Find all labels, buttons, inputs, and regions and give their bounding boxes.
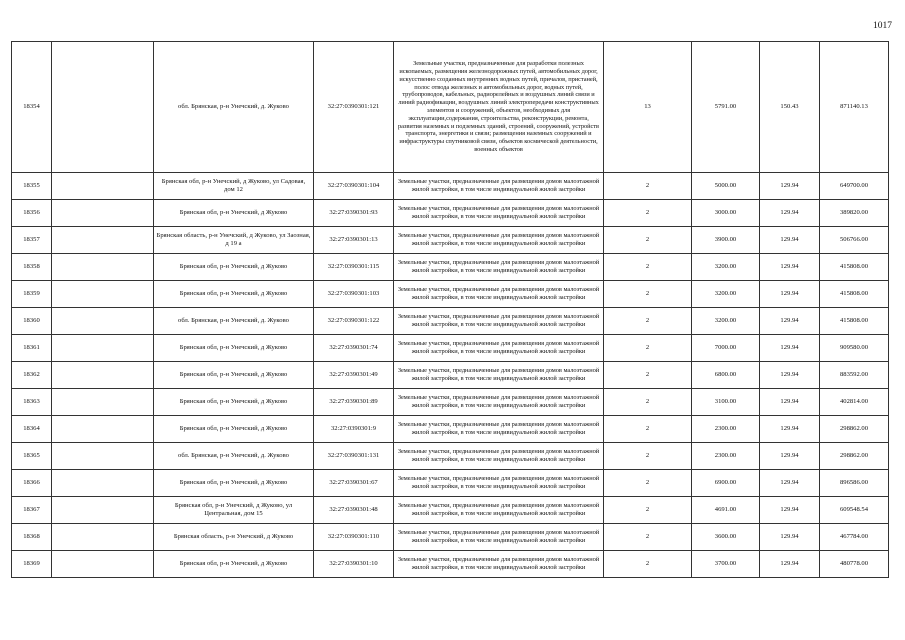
- specific-value-cell: 129.94: [760, 335, 820, 362]
- blank-cell: [52, 443, 154, 470]
- row-number: 18356: [12, 200, 52, 227]
- specific-value-cell: 129.94: [760, 362, 820, 389]
- cadastral-value-cell: 871140.13: [820, 42, 889, 173]
- group-number-cell: 2: [604, 335, 692, 362]
- blank-cell: [52, 524, 154, 551]
- area-cell: 3100.00: [692, 389, 760, 416]
- row-number: 18359: [12, 281, 52, 308]
- table-row: [12, 200, 889, 227]
- page-number: 1017: [873, 21, 892, 31]
- cadastral-number-cell: 32:27:0390301:49: [314, 362, 394, 389]
- land-registry-table: [11, 41, 889, 578]
- area-cell: 3000.00: [692, 200, 760, 227]
- cadastral-value-cell: 909580.00: [820, 335, 889, 362]
- group-number-cell: 2: [604, 227, 692, 254]
- address-cell: Брянская обл, р-н Унечский, д Жуково: [154, 200, 314, 227]
- address-cell: обл. Брянская, р-н Унечский, д. Жуково: [154, 308, 314, 335]
- specific-value-cell: 129.94: [760, 497, 820, 524]
- cadastral-number-cell: 32:27:0390301:115: [314, 254, 394, 281]
- row-number: 18369: [12, 551, 52, 578]
- cadastral-value-cell: 467784.00: [820, 524, 889, 551]
- blank-cell: [52, 254, 154, 281]
- blank-cell: [52, 173, 154, 200]
- row-number: 18366: [12, 470, 52, 497]
- cadastral-number-cell: 32:27:0390301:93: [314, 200, 394, 227]
- table-row: [12, 524, 889, 551]
- cadastral-number-cell: 32:27:0390301:89: [314, 389, 394, 416]
- row-number: 18358: [12, 254, 52, 281]
- group-number-cell: 13: [604, 42, 692, 173]
- row-number: 18367: [12, 497, 52, 524]
- land-use-description-cell: Земельные участки, предназначенные для размещения домов малоэтажной жилой застройки, в том числе индивидуальной жилой застройки: [394, 389, 604, 416]
- specific-value-cell: 129.94: [760, 443, 820, 470]
- cadastral-number-cell: 32:27:0390301:9: [314, 416, 394, 443]
- row-number: 18368: [12, 524, 52, 551]
- specific-value-cell: 129.94: [760, 389, 820, 416]
- row-number: 18362: [12, 362, 52, 389]
- specific-value-cell: 129.94: [760, 416, 820, 443]
- cadastral-number-cell: 32:27:0390301:10: [314, 551, 394, 578]
- cadastral-value-cell: 896586.00: [820, 470, 889, 497]
- group-number-cell: 2: [604, 389, 692, 416]
- area-cell: 5000.00: [692, 173, 760, 200]
- land-use-description-cell: Земельные участки, предназначенные для размещения домов малоэтажной жилой застройки, в том числе индивидуальной жилой застройки: [394, 443, 604, 470]
- address-cell: обл. Брянская, р-н Унечский, д. Жуково: [154, 42, 314, 173]
- land-use-description-cell: Земельные участки, предназначенные для размещения домов малоэтажной жилой застройки, в том числе индивидуальной жилой застройки: [394, 200, 604, 227]
- group-number-cell: 2: [604, 551, 692, 578]
- land-use-description-cell: Земельные участки, предназначенные для размещения домов малоэтажной жилой застройки, в том числе индивидуальной жилой застройки: [394, 551, 604, 578]
- land-use-description-cell: Земельные участки, предназначенные для размещения домов малоэтажной жилой застройки, в том числе индивидуальной жилой застройки: [394, 470, 604, 497]
- blank-cell: [52, 470, 154, 497]
- specific-value-cell: 129.94: [760, 173, 820, 200]
- area-cell: 2300.00: [692, 443, 760, 470]
- area-cell: 3700.00: [692, 551, 760, 578]
- cadastral-value-cell: 883592.00: [820, 362, 889, 389]
- blank-cell: [52, 416, 154, 443]
- row-number: 18364: [12, 416, 52, 443]
- area-cell: 5791.00: [692, 42, 760, 173]
- row-number: 18365: [12, 443, 52, 470]
- group-number-cell: 2: [604, 308, 692, 335]
- area-cell: 3200.00: [692, 281, 760, 308]
- row-number: 18354: [12, 42, 52, 173]
- cadastral-value-cell: 415808.00: [820, 281, 889, 308]
- cadastral-value-cell: 506766.00: [820, 227, 889, 254]
- land-use-description-cell: Земельные участки, предназначенные для размещения домов малоэтажной жилой застройки, в том числе индивидуальной жилой застройки: [394, 335, 604, 362]
- address-cell: Брянская обл, р-н Унечский, д Жуково, ул Центральная, дом 15: [154, 497, 314, 524]
- specific-value-cell: 129.94: [760, 551, 820, 578]
- address-cell: Брянская область, р-н Унечский, д Жуково, ул Заозная, д 19 а: [154, 227, 314, 254]
- blank-cell: [52, 42, 154, 173]
- address-cell: Брянская обл, р-н Унечский, д Жуково: [154, 470, 314, 497]
- land-use-description-cell: Земельные участки, предназначенные для размещения домов малоэтажной жилой застройки, в том числе индивидуальной жилой застройки: [394, 416, 604, 443]
- cadastral-value-cell: 298862.00: [820, 416, 889, 443]
- land-use-description-cell: Земельные участки, предназначенные для разработки полезных ископаемых, размещения железнодорожных путей, автомобильных дорог, искусственно созданных внутренних водных путей, причалов, пристаней, полос отвода железных и автомобильных дорог, водных путей, трубопроводов, кабельных, радиорелейных и воздушных линий связи и линий радиофикации, воздушных линий электропередачи конструктивных элементов и сооружений, объектов, необходимых для эксплуатации,содержания, строительства, реконструкции, ремонта, развития наземных и подземных зданий, строений, сооружений, устройств транспорта, энергетики и связи; размещения наземных сооружений и инфраструктуры спутниковой связи, объектов космической деятельности, военных объектов: [394, 42, 604, 173]
- row-number: 18357: [12, 227, 52, 254]
- table-row: [12, 416, 889, 443]
- cadastral-value-cell: 415808.00: [820, 308, 889, 335]
- group-number-cell: 2: [604, 416, 692, 443]
- cadastral-number-cell: 32:27:0390301:103: [314, 281, 394, 308]
- cadastral-value-cell: 649700.00: [820, 173, 889, 200]
- area-cell: 3200.00: [692, 308, 760, 335]
- table-row: [12, 308, 889, 335]
- cadastral-value-cell: 415808.00: [820, 254, 889, 281]
- area-cell: 4691.00: [692, 497, 760, 524]
- cadastral-number-cell: 32:27:0390301:104: [314, 173, 394, 200]
- group-number-cell: 2: [604, 281, 692, 308]
- specific-value-cell: 129.94: [760, 254, 820, 281]
- table-row: [12, 281, 889, 308]
- area-cell: 2300.00: [692, 416, 760, 443]
- address-cell: Брянская обл, р-н Унечский, д Жуково: [154, 362, 314, 389]
- blank-cell: [52, 281, 154, 308]
- cadastral-number-cell: 32:27:0390301:67: [314, 470, 394, 497]
- blank-cell: [52, 308, 154, 335]
- blank-cell: [52, 551, 154, 578]
- area-cell: 3900.00: [692, 227, 760, 254]
- address-cell: Брянская обл, р-н Унечский, д Жуково: [154, 416, 314, 443]
- specific-value-cell: 129.94: [760, 470, 820, 497]
- table-row: [12, 362, 889, 389]
- land-use-description-cell: Земельные участки, предназначенные для размещения домов малоэтажной жилой застройки, в том числе индивидуальной жилой застройки: [394, 254, 604, 281]
- group-number-cell: 2: [604, 497, 692, 524]
- blank-cell: [52, 200, 154, 227]
- group-number-cell: 2: [604, 524, 692, 551]
- blank-cell: [52, 335, 154, 362]
- row-number: 18360: [12, 308, 52, 335]
- table-row: [12, 497, 889, 524]
- address-cell: Брянская обл, р-н Унечский, д Жуково: [154, 551, 314, 578]
- table-row: [12, 227, 889, 254]
- address-cell: Брянская область, р-н Унечский, д Жуково: [154, 524, 314, 551]
- land-use-description-cell: Земельные участки, предназначенные для размещения домов малоэтажной жилой застройки, в том числе индивидуальной жилой застройки: [394, 173, 604, 200]
- area-cell: 3600.00: [692, 524, 760, 551]
- specific-value-cell: 150.43: [760, 42, 820, 173]
- area-cell: 6900.00: [692, 470, 760, 497]
- land-use-description-cell: Земельные участки, предназначенные для размещения домов малоэтажной жилой застройки, в том числе индивидуальной жилой застройки: [394, 524, 604, 551]
- specific-value-cell: 129.94: [760, 281, 820, 308]
- land-use-description-cell: Земельные участки, предназначенные для размещения домов малоэтажной жилой застройки, в том числе индивидуальной жилой застройки: [394, 497, 604, 524]
- group-number-cell: 2: [604, 254, 692, 281]
- address-cell: Брянская обл, р-н Унечский, д Жуково: [154, 281, 314, 308]
- address-cell: Брянская обл, р-н Унечский, д Жуково: [154, 389, 314, 416]
- specific-value-cell: 129.94: [760, 227, 820, 254]
- land-use-description-cell: Земельные участки, предназначенные для размещения домов малоэтажной жилой застройки, в том числе индивидуальной жилой застройки: [394, 308, 604, 335]
- specific-value-cell: 129.94: [760, 200, 820, 227]
- cadastral-number-cell: 32:27:0390301:110: [314, 524, 394, 551]
- table-row: [12, 551, 889, 578]
- table-row: [12, 254, 889, 281]
- table-row: [12, 443, 889, 470]
- cadastral-number-cell: 32:27:0390301:131: [314, 443, 394, 470]
- specific-value-cell: 129.94: [760, 524, 820, 551]
- row-number: 18361: [12, 335, 52, 362]
- table-row: [12, 335, 889, 362]
- table-row: [12, 470, 889, 497]
- blank-cell: [52, 362, 154, 389]
- cadastral-value-cell: 402814.00: [820, 389, 889, 416]
- specific-value-cell: 129.94: [760, 308, 820, 335]
- cadastral-number-cell: 32:27:0390301:13: [314, 227, 394, 254]
- blank-cell: [52, 497, 154, 524]
- area-cell: 7000.00: [692, 335, 760, 362]
- address-cell: обл. Брянская, р-н Унечский, д. Жуково: [154, 443, 314, 470]
- land-use-description-cell: Земельные участки, предназначенные для размещения домов малоэтажной жилой застройки, в том числе индивидуальной жилой застройки: [394, 281, 604, 308]
- group-number-cell: 2: [604, 470, 692, 497]
- area-cell: 6800.00: [692, 362, 760, 389]
- cadastral-value-cell: 480778.00: [820, 551, 889, 578]
- table-row: [12, 173, 889, 200]
- group-number-cell: 2: [604, 443, 692, 470]
- group-number-cell: 2: [604, 173, 692, 200]
- cadastral-number-cell: 32:27:0390301:48: [314, 497, 394, 524]
- group-number-cell: 2: [604, 200, 692, 227]
- cadastral-value-cell: 298862.00: [820, 443, 889, 470]
- cadastral-number-cell: 32:27:0390301:74: [314, 335, 394, 362]
- land-use-description-cell: Земельные участки, предназначенные для размещения домов малоэтажной жилой застройки, в том числе индивидуальной жилой застройки: [394, 362, 604, 389]
- row-number: 18355: [12, 173, 52, 200]
- address-cell: Брянская обл, р-н Унечский, д Жуково, ул Садовая, дом 12: [154, 173, 314, 200]
- blank-cell: [52, 227, 154, 254]
- table-row: [12, 389, 889, 416]
- cadastral-value-cell: 609548.54: [820, 497, 889, 524]
- table-row: [12, 42, 889, 173]
- address-cell: Брянская обл, р-н Унечский, д Жуково: [154, 254, 314, 281]
- cadastral-number-cell: 32:27:0390301:122: [314, 308, 394, 335]
- land-use-description-cell: Земельные участки, предназначенные для размещения домов малоэтажной жилой застройки, в том числе индивидуальной жилой застройки: [394, 227, 604, 254]
- row-number: 18363: [12, 389, 52, 416]
- group-number-cell: 2: [604, 362, 692, 389]
- table-body: [12, 42, 889, 578]
- area-cell: 3200.00: [692, 254, 760, 281]
- cadastral-value-cell: 389820.00: [820, 200, 889, 227]
- cadastral-number-cell: 32:27:0390301:121: [314, 42, 394, 173]
- blank-cell: [52, 389, 154, 416]
- address-cell: Брянская обл, р-н Унечский, д Жуково: [154, 335, 314, 362]
